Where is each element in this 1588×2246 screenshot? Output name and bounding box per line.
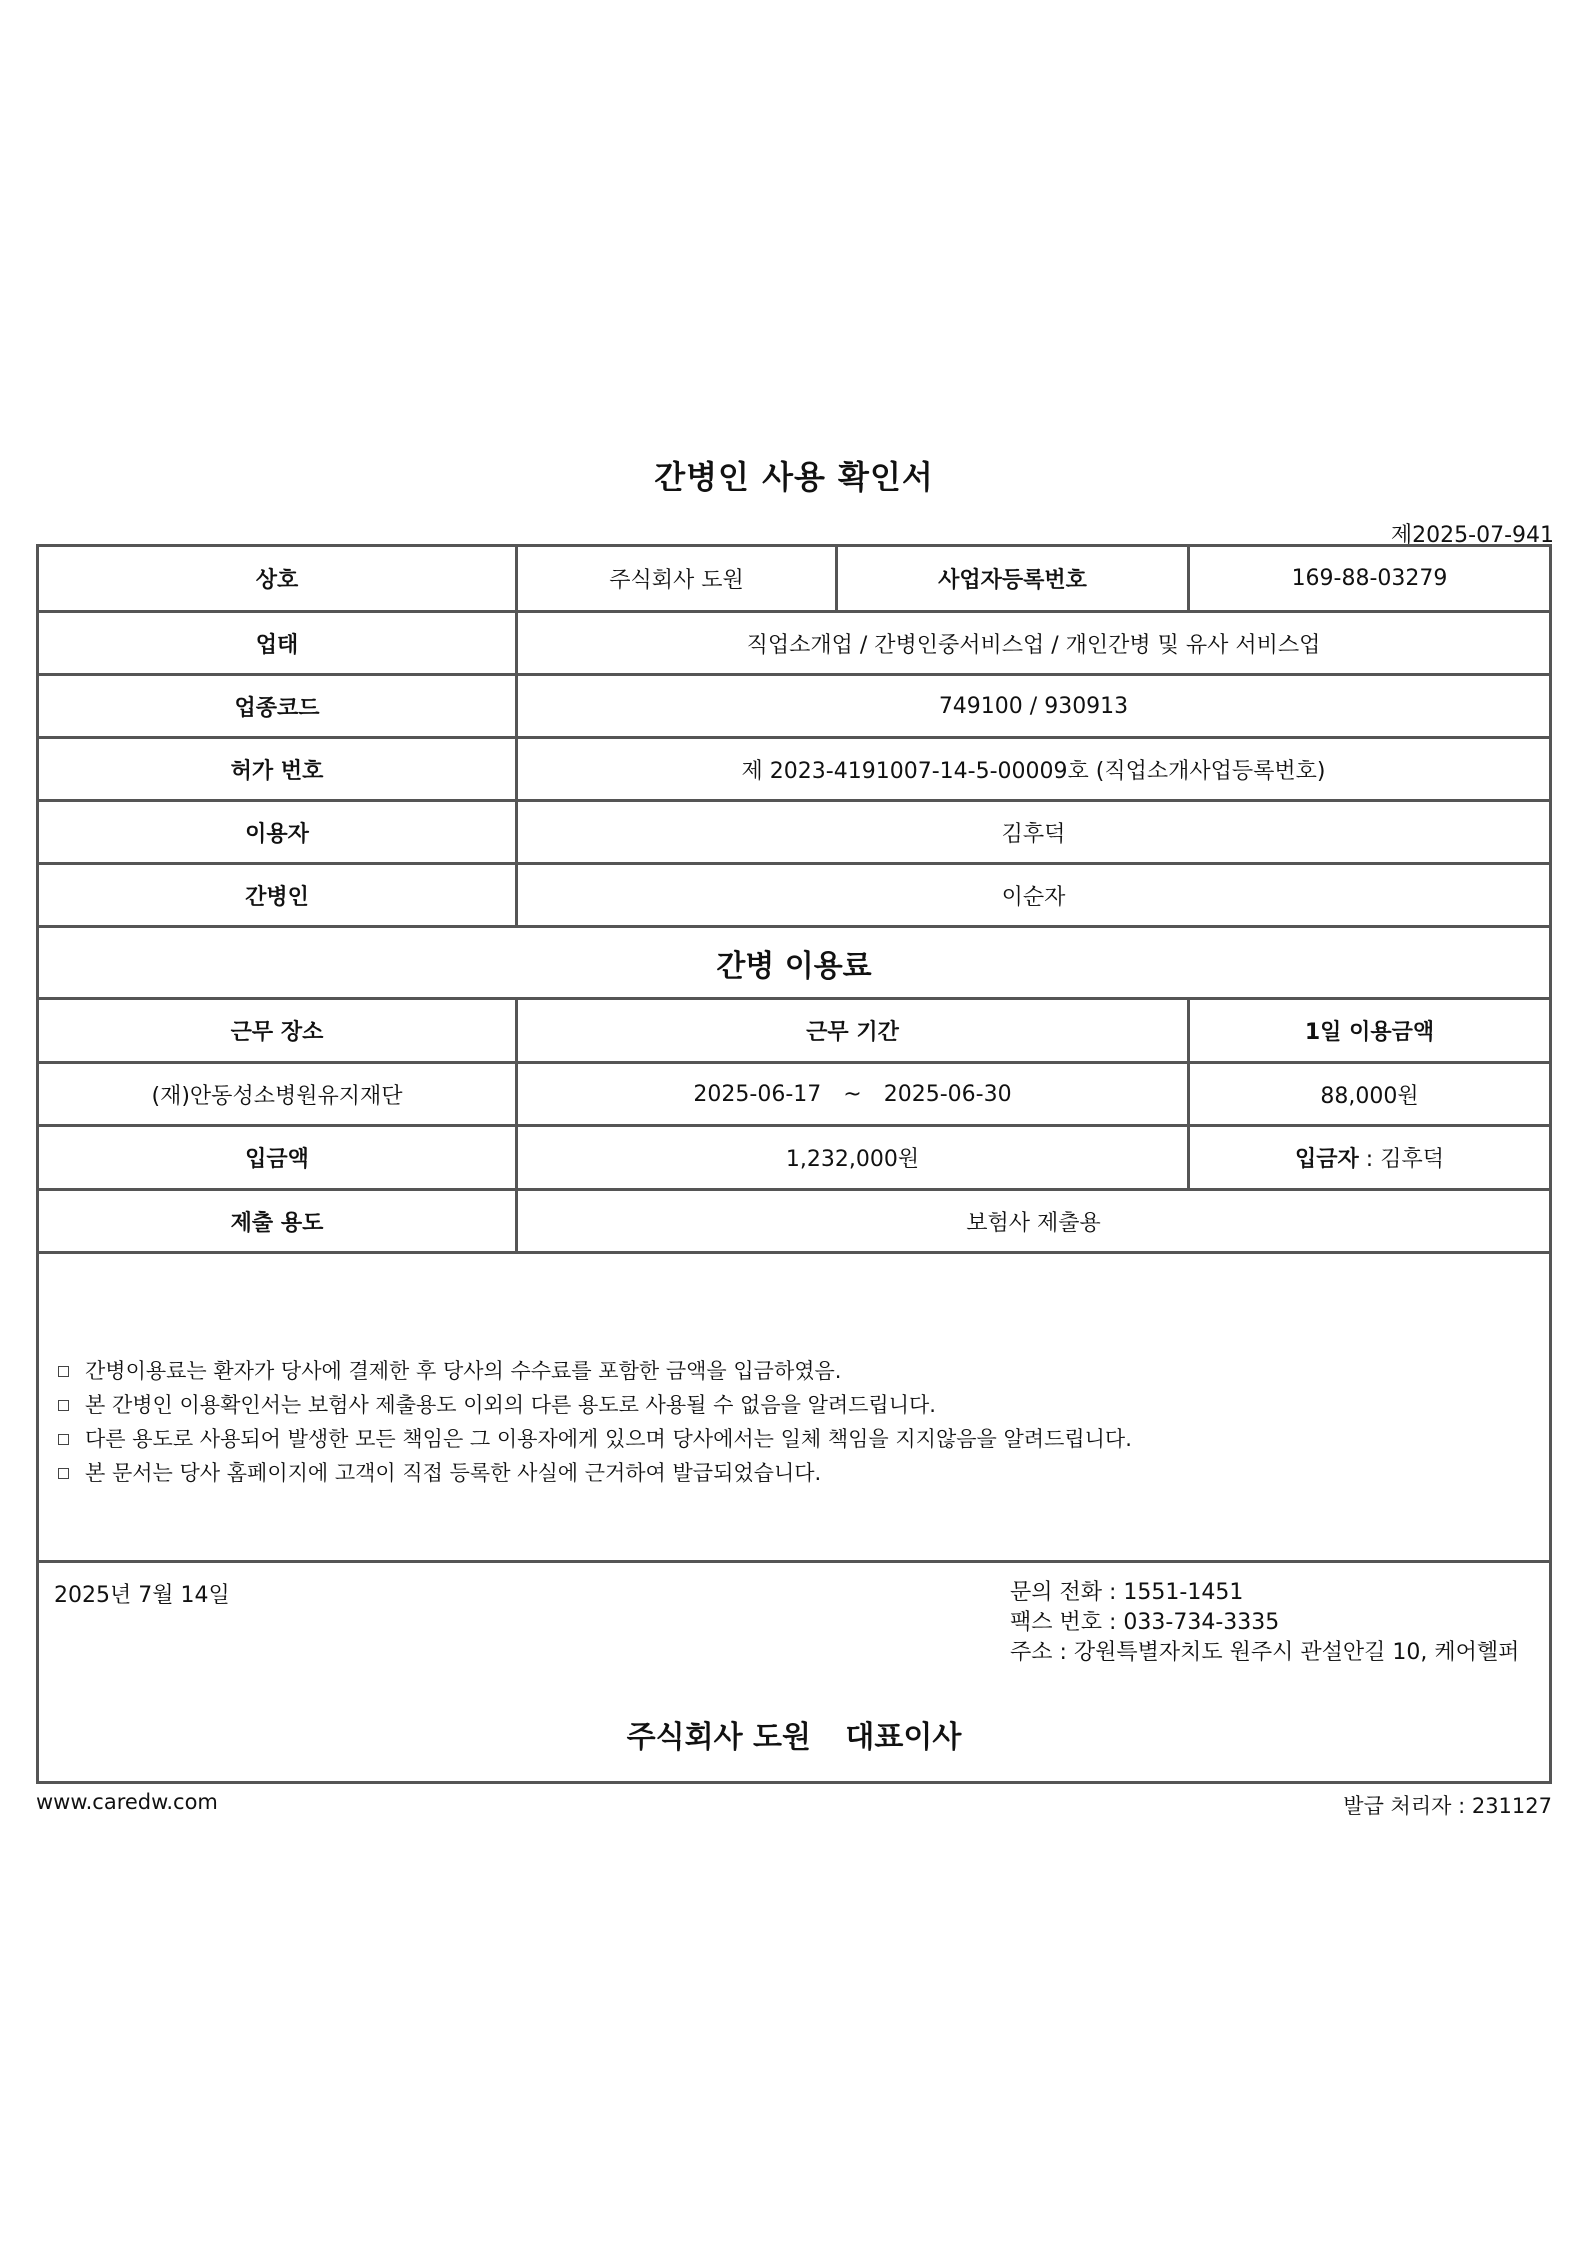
purpose-value: 보험사 제출용 [515, 1191, 1549, 1251]
row-fee-headers [39, 1000, 1549, 1064]
depositor-value: : 김후덕 [1358, 1147, 1444, 1172]
license-value: 제 2023-4191007-14-5-00009호 (직업소개사업등록번호) [515, 739, 1549, 799]
business-code-value: 749100 / 930913 [515, 676, 1549, 736]
deposit-label: 입금액 [245, 1147, 309, 1172]
row-purpose [39, 1191, 1549, 1254]
company-name-label: 상호 [255, 568, 299, 593]
note-item: 본 간병인 이용확인서는 보험사 제출용도 이외의 다른 용도로 사용될 수 없음을 알려드립니다. [58, 1388, 1132, 1422]
row-business-type [39, 613, 1549, 676]
depositor-label: 입금자 [1295, 1147, 1359, 1172]
row-user [39, 802, 1549, 865]
signature-line [0, 1712, 1588, 1756]
note-item: 간병이용료는 환자가 당사에 결제한 후 당사의 수수료를 포함한 금액을 입금하였음. [58, 1354, 1132, 1388]
user-label: 이용자 [245, 821, 309, 847]
issuer-id: 발급 처리자 : 231127 [1343, 1794, 1552, 1818]
row-deposit [39, 1127, 1549, 1191]
note-item: 본 문서는 당사 홈페이지에 고객이 직접 등록한 사실에 근거하여 발급되었습니다. [58, 1456, 1132, 1490]
depositor [1187, 1127, 1549, 1188]
business-code-label: 업종코드 [234, 695, 320, 721]
daily-amount-header: 1일 이용금액 [1187, 1000, 1549, 1061]
issue-date: 2025년 7월 14일 [54, 1583, 230, 1608]
document-title: 간병인 사용 확인서 [654, 458, 934, 496]
website-link[interactable]: www.caredw.com [36, 1790, 218, 1814]
deposit-value: 1,232,000원 [515, 1127, 1187, 1188]
document-number: 제2025-07-941 [1390, 523, 1554, 548]
period-start: 2025-06-17 [693, 1081, 822, 1107]
row-fee-section [39, 928, 1549, 1000]
daily-amount-value: 88,000원 [1187, 1064, 1549, 1124]
period-header: 근무 기간 [515, 1000, 1187, 1061]
fee-section-title: 간병 이용료 [716, 948, 872, 984]
period-end: 2025-06-30 [883, 1081, 1012, 1107]
company-name-value: 주식회사 도원 [515, 547, 835, 610]
note-item: 다른 용도로 사용되어 발생한 모든 책임은 그 이용자에게 있으며 당사에서는 일체 책임을 지지않음을 알려드립니다. [58, 1422, 1132, 1456]
row-fee-values [39, 1064, 1549, 1127]
business-type-value: 직업소개업 / 간병인중서비스업 / 개인간병 및 유사 서비스업 [515, 613, 1549, 673]
row-license [39, 739, 1549, 802]
square-bullet-icon [58, 1400, 69, 1411]
row-company-name [39, 547, 1549, 613]
square-bullet-icon [58, 1468, 69, 1479]
location-header: 근무 장소 [230, 1020, 324, 1045]
notes-list [58, 1354, 1132, 1490]
contact-fax: 팩스 번호 : 033-734-3335 [1010, 1610, 1280, 1635]
row-caregiver [39, 865, 1549, 928]
square-bullet-icon [58, 1366, 69, 1377]
signature-role: 대표이사 [845, 1720, 962, 1755]
row-business-code [39, 676, 1549, 739]
user-value: 김후덕 [515, 802, 1549, 862]
license-label: 허가 번호 [230, 758, 324, 784]
business-type-label: 업태 [255, 632, 299, 658]
contact-address: 주소 : 강원특별자치도 원주시 관설안길 10, 케어헬퍼 [1010, 1640, 1520, 1665]
contact-phone: 문의 전화 : 1551-1451 [1010, 1580, 1244, 1605]
period-value [515, 1064, 1187, 1124]
contact-info [1010, 1578, 1519, 1668]
caregiver-value: 이순자 [515, 865, 1549, 925]
reg-number-value: 169-88-03279 [1187, 547, 1549, 610]
square-bullet-icon [58, 1434, 69, 1445]
caregiver-label: 간병인 [245, 884, 309, 910]
period-separator: ~ [843, 1081, 862, 1107]
signature-company: 주식회사 도원 [626, 1720, 811, 1755]
purpose-label: 제출 용도 [230, 1210, 324, 1236]
reg-number-label: 사업자등록번호 [835, 547, 1187, 610]
location-value: (재)안동성소병원유지재단 [151, 1083, 403, 1109]
